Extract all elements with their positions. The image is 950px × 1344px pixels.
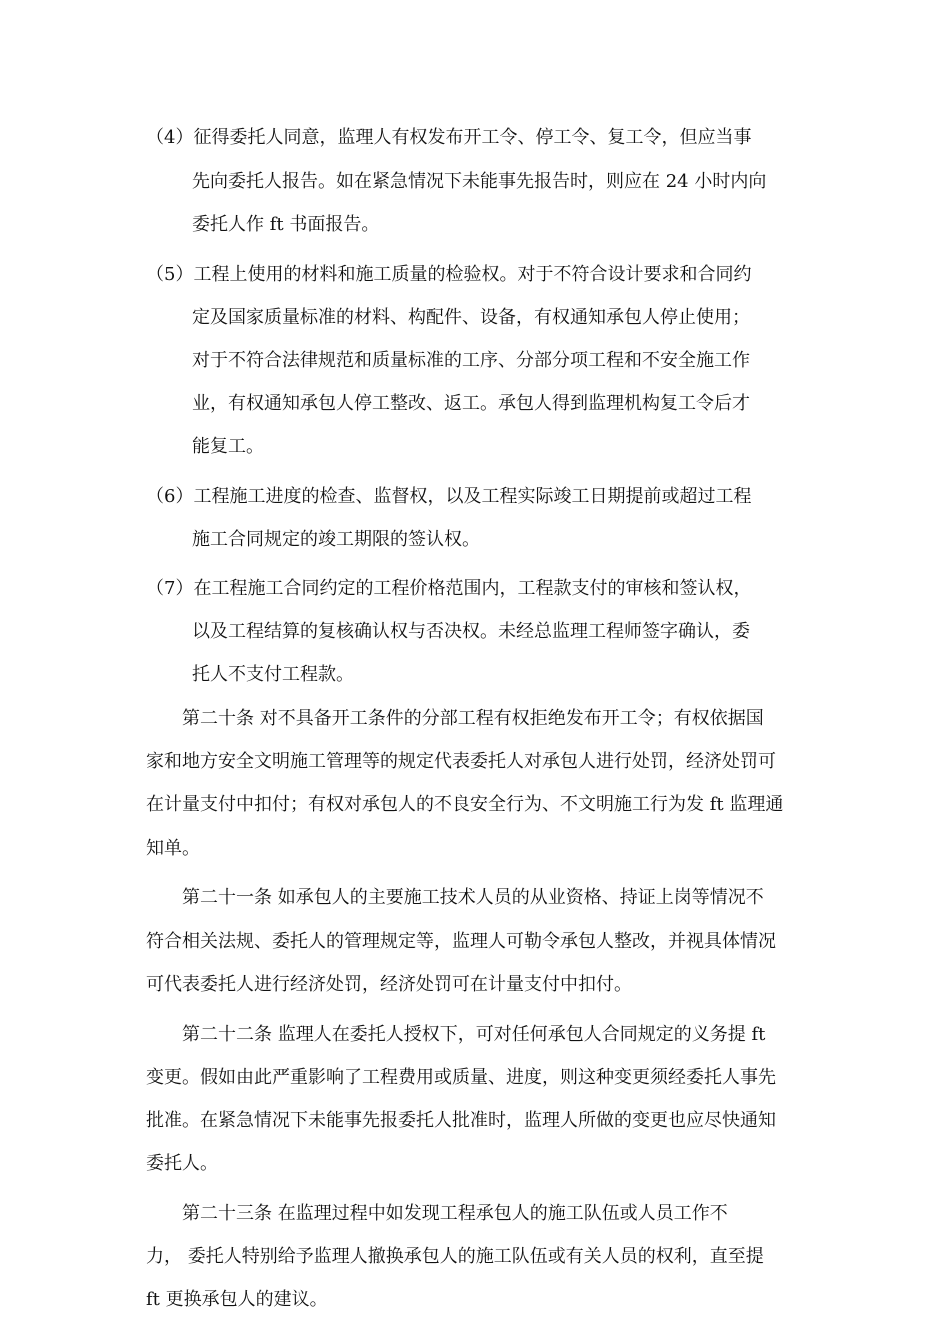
- text-line: 符合相关法规、委托人的管理规定等，监理人可勒令承包人整改，并视具体情况: [146, 931, 776, 952]
- text-line: （6）工程施工进度的检查、监督权，以及工程实际竣工日期提前或超过工程: [146, 486, 752, 507]
- text-line: 第二十三条 在监理过程中如发现工程承包人的施工队伍或人员工作不: [182, 1203, 728, 1224]
- text-line: 力， 委托人特别给予监理人撤换承包人的施工队伍或有关人员的权利，直至提: [146, 1246, 764, 1267]
- text-line: 托人不支付工程款。: [192, 664, 354, 685]
- text-line: （4）征得委托人同意，监理人有权发布开工令、停工令、复工令，但应当事: [146, 127, 752, 148]
- text-line: （7）在工程施工合同约定的工程价格范围内，工程款支付的审核和签认权，: [146, 578, 752, 599]
- text-line: （5）工程上使用的材料和施工质量的检验权。对于不符合设计要求和合同约: [146, 264, 752, 285]
- text-line: 能复工。: [192, 436, 264, 457]
- text-line: 在计量支付中扣付；有权对承包人的不良安全行为、不文明施工行为发 ft 监理通: [146, 794, 784, 815]
- text-line: 第二十条 对不具备开工条件的分部工程有权拒绝发布开工令；有权依据国: [182, 708, 764, 729]
- text-line: 业，有权通知承包人停工整改、返工。承包人得到监理机构复工令后才: [192, 393, 750, 414]
- text-line: 家和地方安全文明施工管理等的规定代表委托人对承包人进行处罚，经济处罚可: [146, 751, 776, 772]
- text-line: 定及国家质量标准的材料、构配件、设备，有权通知承包人停止使用；: [192, 307, 750, 328]
- text-line: ft 更换承包人的建议。: [146, 1289, 328, 1310]
- text-line: 知单。: [146, 838, 200, 859]
- text-line: 委托人。: [146, 1153, 218, 1174]
- text-line: 可代表委托人进行经济处罚，经济处罚可在计量支付中扣付。: [146, 974, 632, 995]
- text-line: 变更。假如由此严重影响了工程费用或质量、进度，则这种变更须经委托人事先: [146, 1067, 776, 1088]
- text-line: 第二十一条 如承包人的主要施工技术人员的从业资格、持证上岗等情况不: [182, 887, 764, 908]
- text-line: 委托人作 ft 书面报告。: [192, 214, 380, 235]
- text-line: 施工合同规定的竣工期限的签认权。: [192, 529, 480, 550]
- text-line: 对于不符合法律规范和质量标准的工序、分部分项工程和不安全施工作: [192, 350, 750, 371]
- text-line: 第二十二条 监理人在委托人授权下，可对任何承包人合同规定的义务提 ft: [182, 1024, 766, 1045]
- text-line: 先向委托人报告。如在紧急情况下未能事先报告时，则应在 24 小时内向: [192, 171, 767, 192]
- text-line: 以及工程结算的复核确认权与否决权。未经总监理工程师签字确认，委: [192, 621, 750, 642]
- text-line: 批准。在紧急情况下未能事先报委托人批准时，监理人所做的变更也应尽快通知: [146, 1110, 776, 1131]
